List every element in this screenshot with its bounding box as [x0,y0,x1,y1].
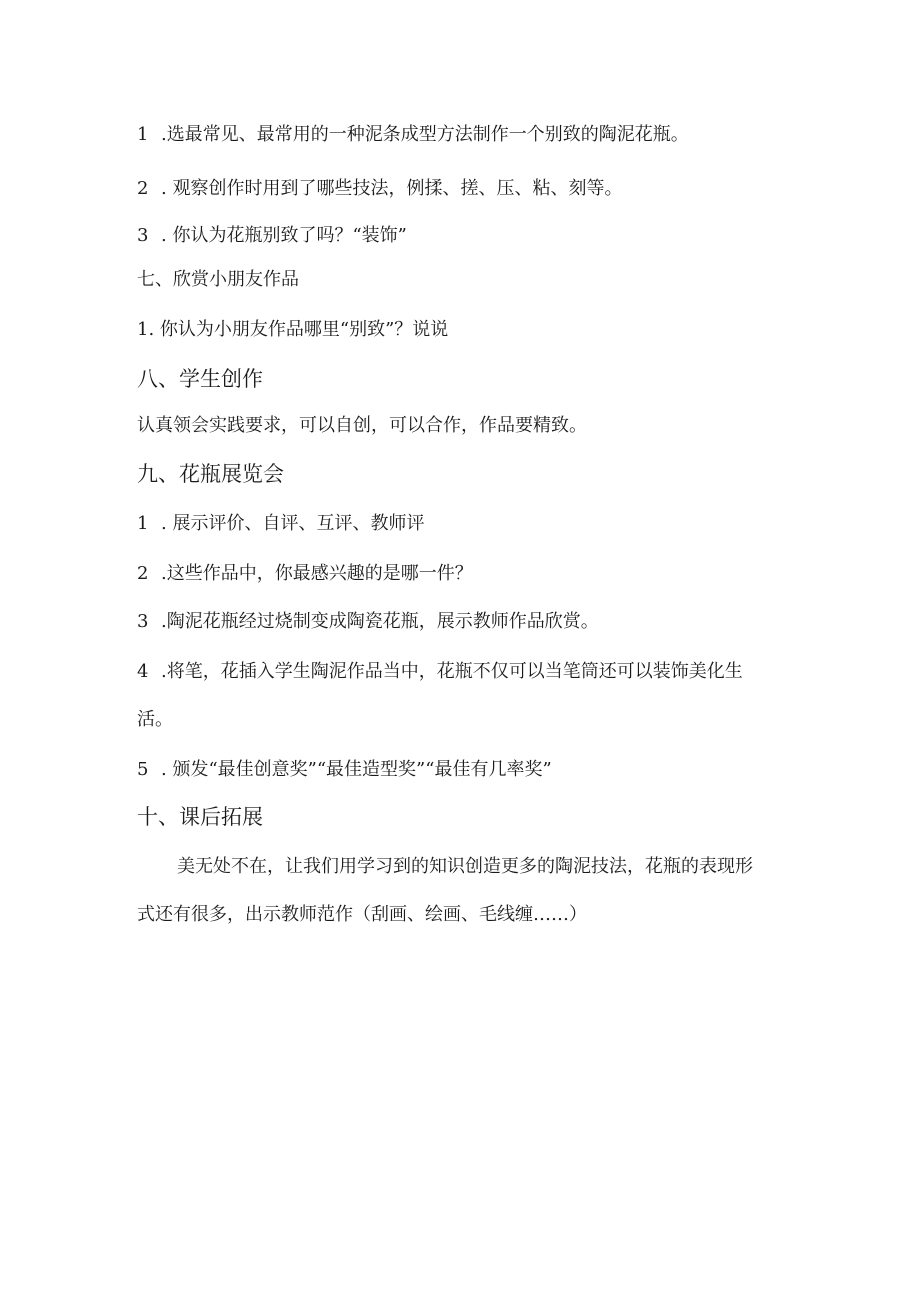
list-item [137,758,552,782]
list-item [137,177,622,201]
paragraph-continuation: 活。 [137,709,173,730]
section-heading: 九、花瓶展览会 [137,462,284,486]
item-number: 2 [137,563,149,584]
item-text: .这些作品中，你最感兴趣的是哪一件？ [161,563,473,584]
list-item [137,512,424,536]
list-item [137,562,473,586]
item-number: 1 [137,124,149,145]
item-text: . 颁发“最佳创意奖”“最佳造型奖”“最佳有几率奖” [161,759,552,780]
list-item [137,660,743,684]
paragraph: 美无处不在，让我们用学习到的知识创造更多的陶泥技法，花瓶的表现形 [177,856,753,877]
section-heading: 七、欣赏小朋友作品 [137,269,299,290]
item-text: .陶泥花瓶经过烧制变成陶瓷花瓶，展示教师作品欣赏。 [161,611,599,632]
item-text: .将笔，花插入学生陶泥作品当中，花瓶不仅可以当笔筒还可以装饰美化生 [161,661,743,682]
section-heading: 八、学生创作 [137,367,263,391]
list-item [137,610,599,634]
item-text: . 你认为花瓶别致了吗？“装饰” [161,225,407,246]
item-text: . 展示评价、自评、互评、教师评 [161,513,425,534]
item-number: 2 [137,178,149,199]
paragraph-continuation: 式还有很多，出示教师范作（刮画、绘画、毛线缠……） [137,904,587,925]
item-number: 4 [137,661,149,682]
item-number: 1 [137,513,149,534]
item-text: .选最常见、最常用的一种泥条成型方法制作一个别致的陶泥花瓶。 [161,124,689,145]
list-item [137,224,407,248]
item-text: . 观察创作时用到了哪些技法，例揉、搓、压、粘、刻等。 [161,178,623,199]
paragraph: 1. 你认为小朋友作品哪里“别致”？说说 [137,319,449,340]
item-number: 3 [137,611,149,632]
paragraph: 认真领会实践要求，可以自创，可以合作，作品要精致。 [137,415,587,436]
item-number: 3 [137,225,149,246]
list-item [137,123,689,147]
section-heading: 十、课后拓展 [137,805,263,829]
item-number: 5 [137,759,149,780]
